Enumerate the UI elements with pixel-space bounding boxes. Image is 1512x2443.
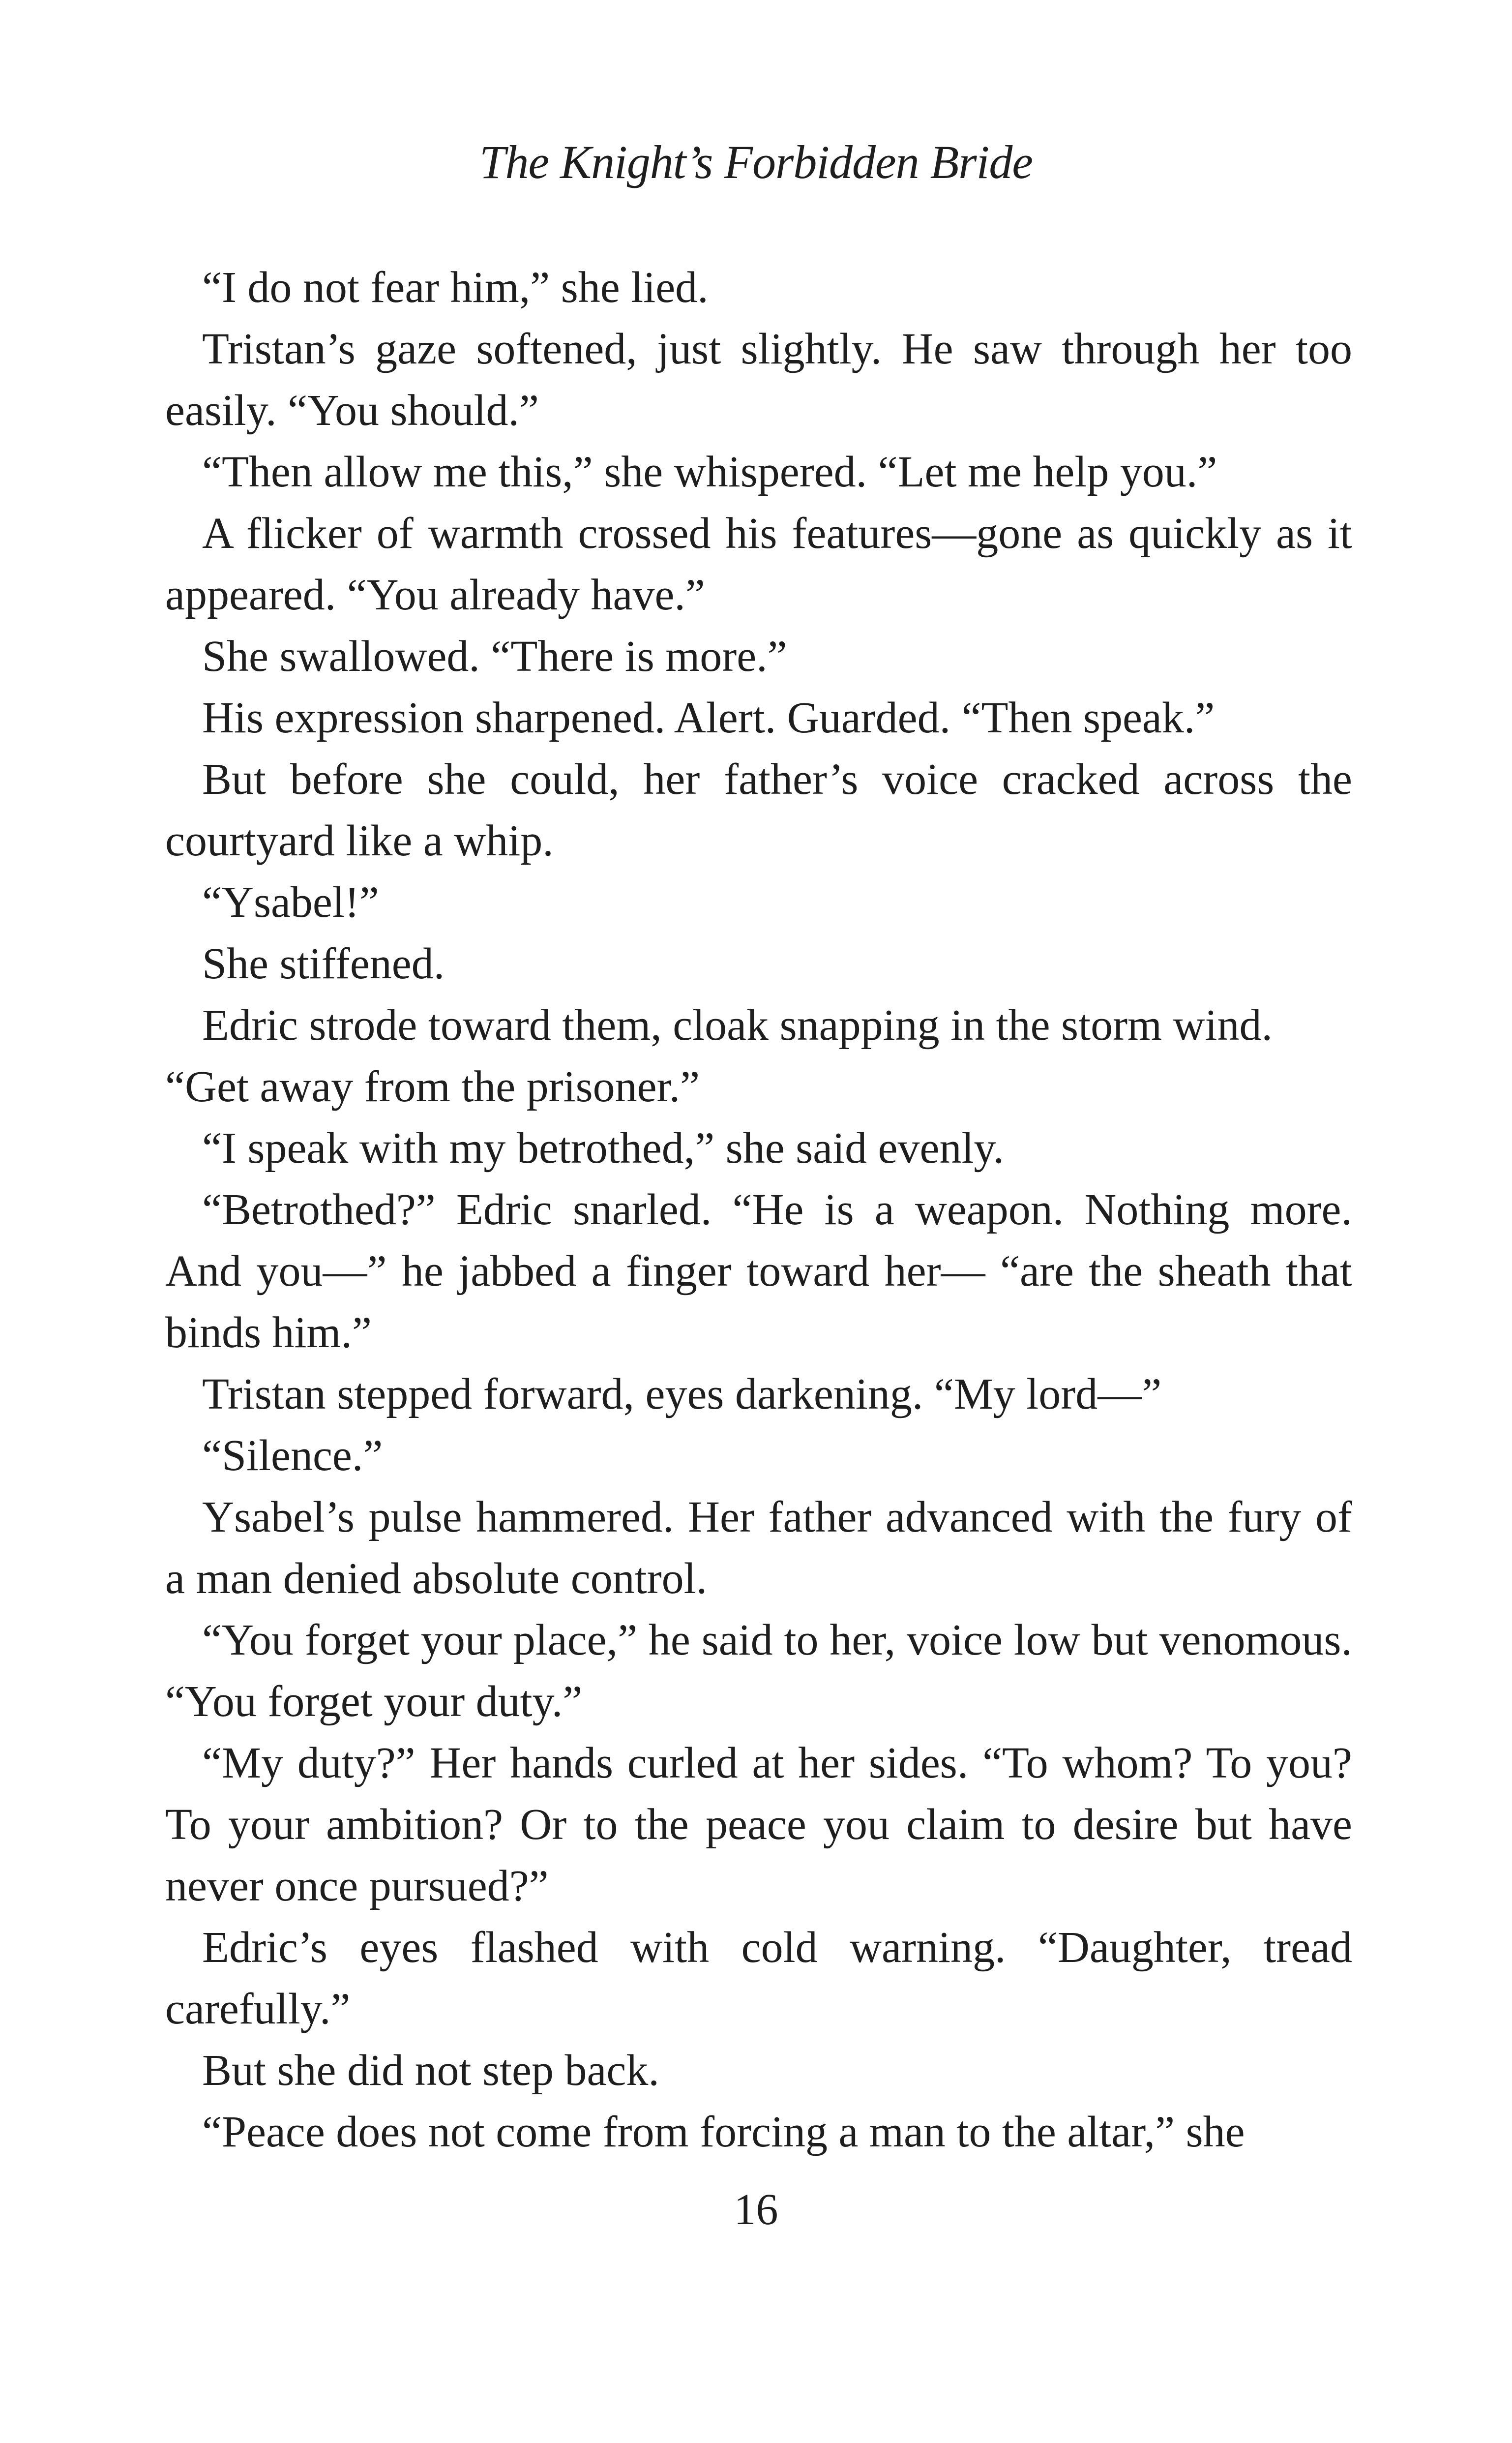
paragraph: Tristan’s gaze softened, just slightly. He saw through her too easily. “You should.” (165, 325, 1352, 435)
running-title: The Knight’s Forbidden Bride (479, 136, 1033, 188)
paragraph: Tristan stepped forward, eyes darkening. “My lord—” (202, 1370, 1162, 1418)
paragraph: “Ysabel!” (202, 878, 379, 927)
paragraph: “Silence.” (202, 1431, 383, 1480)
paragraph: But before she could, her father’s voice cracked across the courtyard like a whip. (165, 755, 1352, 865)
paragraph: “My duty?” Her hands curled at her sides. “To whom? To you? To your ambition? Or to the peace you claim to desire but have never once pursued?” (165, 1739, 1352, 1910)
page-number: 16 (734, 2185, 778, 2234)
paragraph: “Peace does not come from forcing a man to the altar,” she (202, 2108, 1245, 2156)
paragraph: Ysabel’s pulse hammered. Her father advanced with the fury of a man denied absolute control. (165, 1493, 1352, 1603)
paragraph: “Then allow me this,” she whispered. “Let me help you.” (202, 448, 1217, 496)
paragraph: But she did not step back. (202, 2046, 659, 2095)
paragraph: She swallowed. “There is more.” (202, 632, 787, 681)
paragraph: She stiffened. (202, 939, 445, 988)
paragraph: A flicker of warmth crossed his features—gone as quickly as it appeared. “You already have.” (165, 509, 1352, 619)
paragraph: “Get away from the prisoner.” (165, 1062, 700, 1111)
body-text (165, 257, 1352, 2163)
paragraph: Edric strode toward them, cloak snapping in the storm wind. (202, 1001, 1273, 1050)
paragraph: “I speak with my betrothed,” she said evenly. (202, 1124, 1005, 1173)
paragraph: “You forget your place,” he said to her, voice low but venomous. “You forget your duty.” (165, 1616, 1352, 1726)
paragraph: “I do not fear him,” she lied. (202, 263, 709, 312)
paragraph: “Betrothed?” Edric snarled. “He is a weapon. Nothing more. And you—” he jabbed a finger toward her— “are the sheath that binds him.” (165, 1185, 1352, 1357)
paragraph: His expression sharpened. Alert. Guarded. “Then speak.” (202, 694, 1215, 742)
paragraph: Edric’s eyes flashed with cold warning. “Daughter, tread carefully.” (165, 1923, 1352, 2033)
